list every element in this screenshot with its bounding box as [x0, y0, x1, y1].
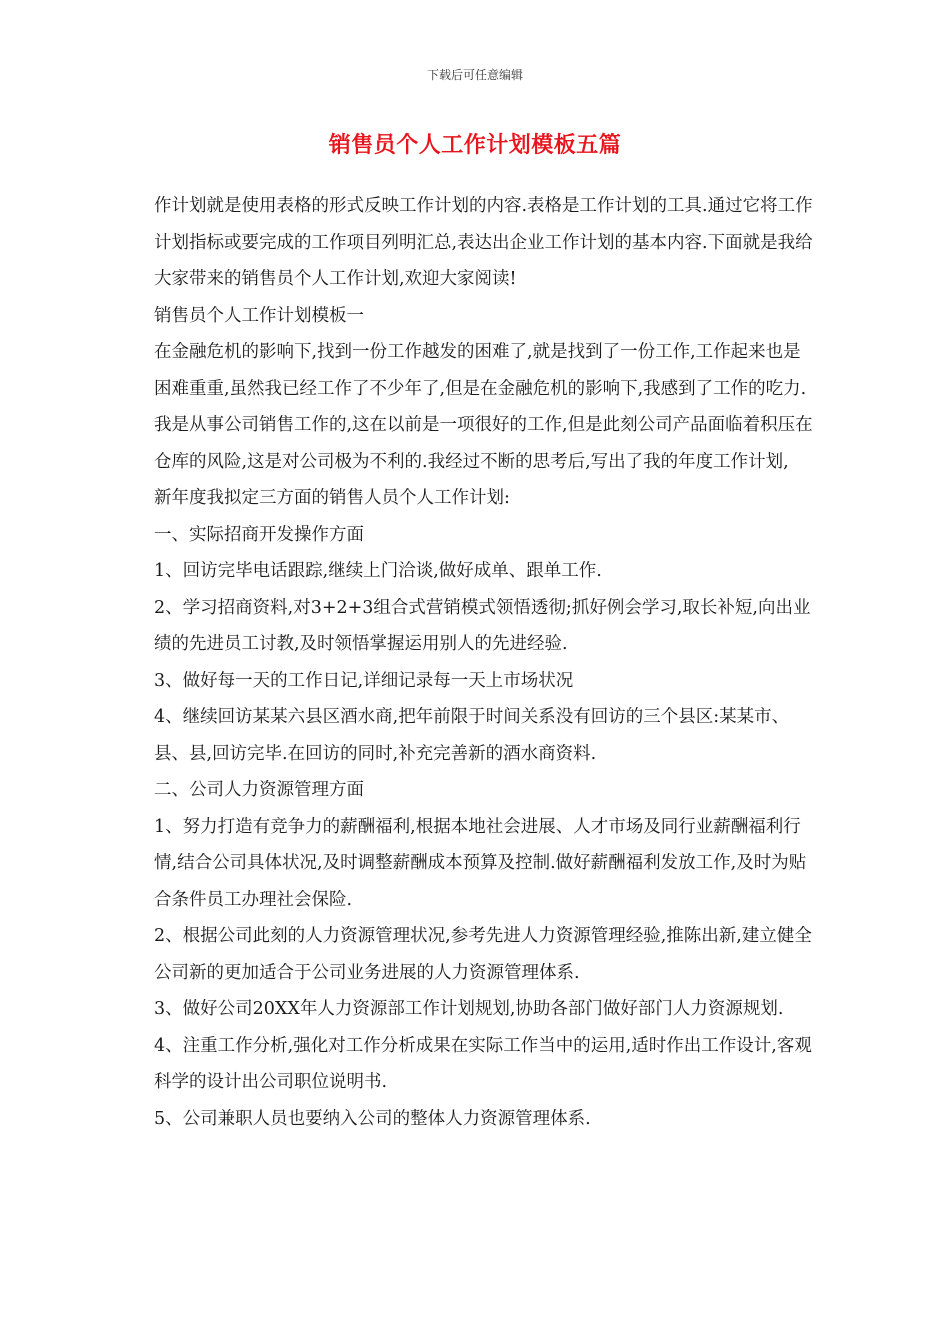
section-heading: 一、实际招商开发操作方面: [154, 524, 364, 545]
document-body: [146, 188, 814, 1137]
list-item: 1、回访完毕电话跟踪,继续上门洽谈,做好成单、跟单工作.: [154, 561, 602, 581]
list-item: 3、做好公司20XX年人力资源部工作计划规划,协助各部门做好部门人力资源规划.: [154, 999, 784, 1019]
list-item: 4、继续回访某某六县区酒水商,把年前限于时间关系没有回访的三个县区:某某市、县、县,回访完毕.在回访的同时,补充完善新的酒水商资料.: [154, 707, 790, 764]
list-item: 4、注重工作分析,强化对工作分析成果在实际工作当中的运用,适时作出工作设计,客观科学的设计出公司职位说明书.: [154, 1035, 812, 1092]
page-header-note: 下载后可任意编辑: [426, 68, 523, 82]
section-heading: 二、公司人力资源管理方面: [154, 780, 364, 800]
body-paragraph: 我是从事公司销售工作的,这在以前是一项很好的工作,但是此刻公司产品面临着积压在仓库的风险,这是对公司极为不利的.我经过不断的思考后,写出了我的年度工作计划,: [154, 415, 813, 472]
document-title: 销售员个人工作计划模板五篇: [328, 132, 622, 158]
intro-paragraph: 作计划就是使用表格的形式反映工作计划的内容.表格是工作计划的工具.通过它将工作计划指标或要完成的工作项目列明汇总,表达出企业工作计划的基本内容.下面就是我给大家带来的销售员个人工作计划,欢迎大家阅读!: [154, 196, 813, 289]
list-item: 3、做好每一天的工作日记,详细记录每一天上市场状况: [154, 670, 574, 691]
list-item: 5、公司兼职人员也要纳入公司的整体人力资源管理体系.: [154, 1108, 591, 1129]
list-item: 2、学习招商资料,对3+2+3组合式营销模式领悟透彻;抓好例会学习,取长补短,向出业绩的先进员工讨教,及时领悟掌握运用别人的先进经验.: [154, 597, 811, 654]
list-item: 1、努力打造有竞争力的薪酬福利,根据本地社会进展、人才市场及同行业薪酬福利行情,结合公司具体状况,及时调整薪酬成本预算及控制.做好薪酬福利发放工作,及时为贴合条件员工办理社会保险.: [154, 816, 807, 910]
body-paragraph: 新年度我拟定三方面的销售人员个人工作计划:: [154, 488, 510, 508]
list-item: 2、根据公司此刻的人力资源管理状况,参考先进人力资源管理经验,推陈出新,建立健全公司新的更加适合于公司业务进展的人力资源管理体系.: [154, 926, 812, 983]
body-paragraph: 在金融危机的影响下,找到一份工作越发的困难了,就是找到了一份工作,工作起来也是困难重重,虽然我已经工作了不少年了,但是在金融危机的影响下,我感到了工作的吃力.: [154, 342, 807, 399]
template-heading: 销售员个人工作计划模板一: [154, 305, 364, 326]
